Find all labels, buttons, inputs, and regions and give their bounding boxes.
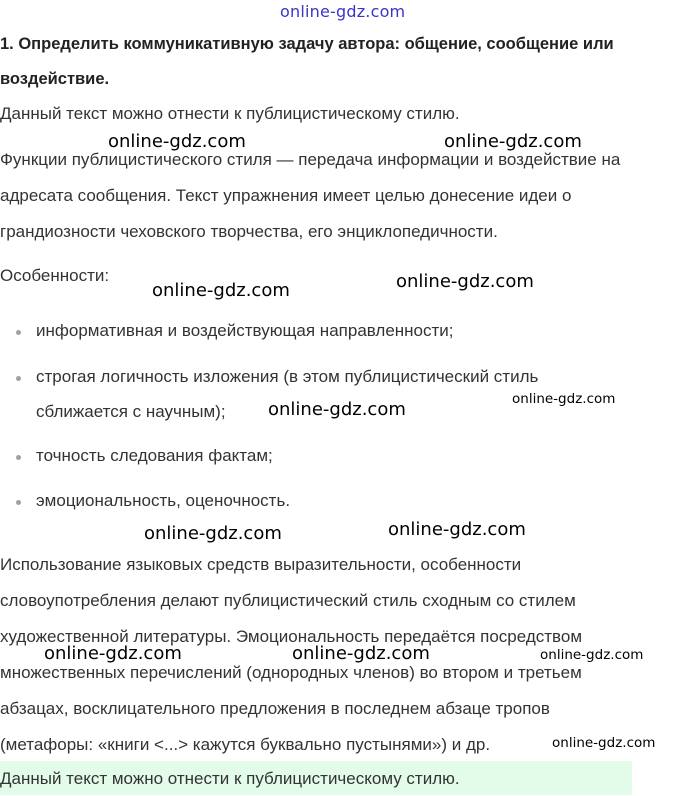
features-label: Особенности: — [0, 266, 110, 285]
list-item-text: эмоциональность, оценочность. — [36, 491, 291, 510]
paragraph-2-line-3: грандиозности чеховского творчества, его энциклопедичности. — [0, 222, 498, 241]
watermark: online-gdz.com — [444, 131, 582, 152]
paragraph-3-line-3: художественной литературы. Эмоциональность передаётся посредством — [0, 627, 583, 646]
paragraph-2-line-2: адресата сообщения. Текст упражнения имеет целью донесение идеи о — [0, 186, 572, 205]
list-item-text: информативная и воздействующая направленности; — [36, 321, 454, 340]
bullet-icon — [16, 500, 21, 505]
paragraph-3-line-5: абзацах, восклицательного предложения в последнем абзаце тропов — [0, 699, 550, 718]
watermark: online-gdz.com — [388, 519, 526, 540]
site-watermark-top: online-gdz.com — [280, 2, 406, 21]
heading-line-1: 1. Определить коммуникативную задачу автора: общение, сообщение или — [0, 35, 614, 53]
paragraph-3-line-1: Использование языковых средств выразительности, особенности — [0, 555, 522, 574]
watermark: online-gdz.com — [144, 523, 282, 544]
answer-text: Данный текст можно отнести к публицистическому стилю. — [0, 769, 460, 788]
watermark: online-gdz.com — [512, 391, 616, 407]
list-item-text-continued: сближается с научным); — [36, 402, 226, 421]
paragraph-2-line-1: Функции публицистического стиля — передача информации и воздействие на — [0, 150, 621, 169]
answer-box — [0, 761, 632, 795]
bullet-icon — [16, 376, 21, 381]
watermark: online-gdz.com — [292, 643, 430, 664]
paragraph-3-line-2: словоупотребления делают публицистический стиль сходным со стилем — [0, 591, 576, 610]
watermark: online-gdz.com — [396, 271, 534, 292]
watermark: online-gdz.com — [540, 647, 644, 663]
paragraph-1: Данный текст можно отнести к публицистическому стилю. — [0, 104, 460, 123]
watermark: online-gdz.com — [552, 735, 656, 751]
list-item-text: точность следования фактам; — [36, 446, 273, 465]
watermark: online-gdz.com — [44, 643, 182, 664]
bullet-icon — [16, 455, 21, 460]
watermark: online-gdz.com — [268, 399, 406, 420]
paragraph-3-line-6: (метафоры: «книги <...> кажутся буквально пустынями») и др. — [0, 735, 491, 754]
paragraph-3-line-4: множественных перечислений (однородных членов) во втором и третьем — [0, 663, 582, 682]
watermark: online-gdz.com — [152, 280, 290, 301]
watermark: online-gdz.com — [108, 131, 246, 152]
heading-line-2: воздействие. — [0, 70, 110, 88]
bullet-icon — [16, 330, 21, 335]
list-item-text: строгая логичность изложения (в этом публицистический стиль — [36, 367, 539, 386]
